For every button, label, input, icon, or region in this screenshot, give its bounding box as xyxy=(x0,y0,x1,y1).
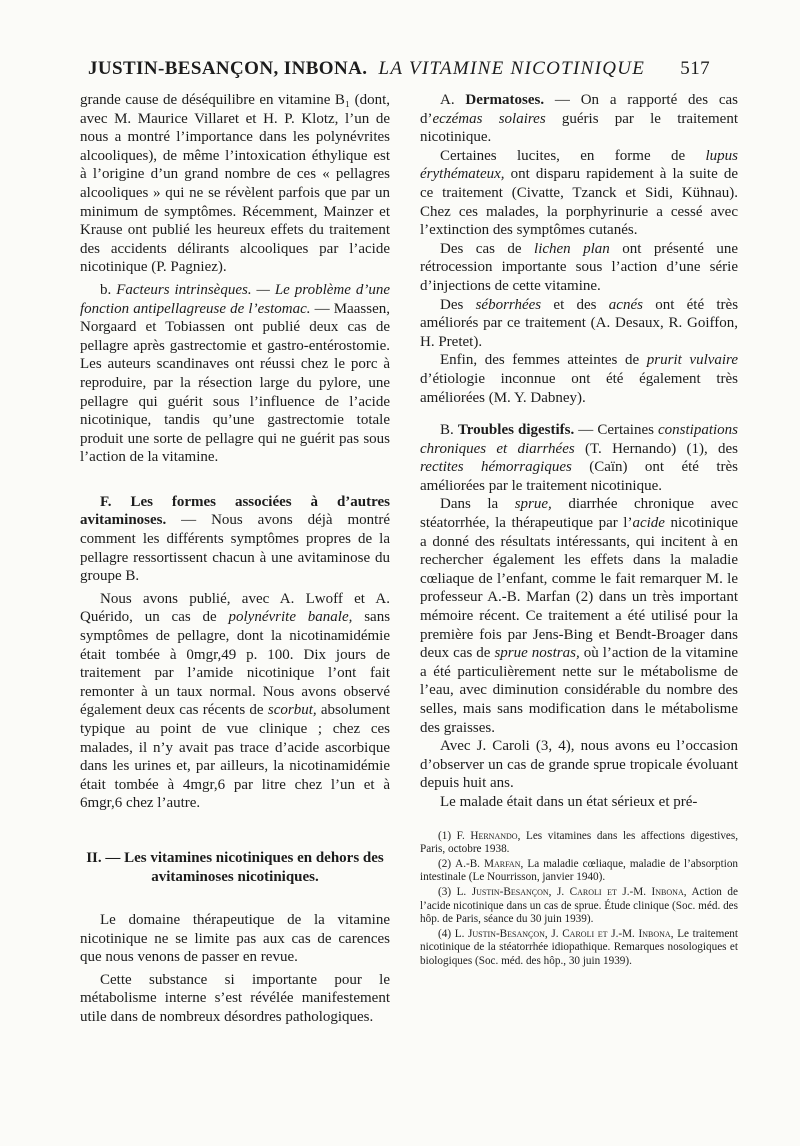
text-run: Enfin, des femmes atteintes de xyxy=(440,352,640,369)
emphasis: rectites hémorragiques xyxy=(420,459,572,476)
paragraph-substance: Cette substance si importante pour le métabolisme interne s’est révélée manifestement utile dans de nombreux désordres pathologiques. xyxy=(80,971,390,1025)
text-run: d’étiologie inconnue ont été également très améliorées (M. Y. Dabney). xyxy=(420,370,738,406)
subsection-label: B. xyxy=(440,422,454,439)
text-run: Des xyxy=(440,296,464,313)
header-authors: JUSTIN-BESANÇON, INBONA. xyxy=(88,58,368,79)
footnote-number: (1) xyxy=(438,829,452,842)
emphasis: scorbut, xyxy=(267,702,317,719)
emphasis: lichen plan xyxy=(534,240,610,257)
section-ii-heading: II. — Les vitamines nicotiniques en dehors des avitaminoses nicotiniques. xyxy=(86,849,384,885)
paragraph-malade: Le malade était dans un état sérieux et pré- xyxy=(440,793,698,810)
paragraph-lichen xyxy=(420,240,738,296)
text-run: et des xyxy=(553,296,597,313)
paragraph-sprue xyxy=(420,495,738,737)
text-run: Des cas de xyxy=(440,240,522,257)
footnote-number: (3) xyxy=(438,885,452,898)
section-f-text: — Nous avons déjà montré comment les différents symptômes propres de la pellagre ressortissent chacun à une avitaminose du groupe B. xyxy=(80,512,390,585)
text-run: où l’action de la vitamine a été particulièrement nette sur le métabolisme de l’eau, avec diminution considérable du nombre des selles, mais sans modification dans le métabolisme des graisses. xyxy=(420,645,739,736)
footnotes xyxy=(420,830,738,969)
header-title: LA VITAMINE NICOTINIQUE xyxy=(378,58,646,79)
text-run: — On a rapporté des cas d’ xyxy=(420,92,738,127)
footnote-author: L. Justin-Besançon, J. Caroli et J.-M. Inbona, xyxy=(454,927,674,940)
emphasis: acide xyxy=(632,515,665,532)
page-number: 517 xyxy=(680,58,710,79)
left-column xyxy=(80,91,390,1027)
paragraph-prurit xyxy=(420,351,738,407)
emphasis: séborrhées xyxy=(475,296,542,313)
paragraph-dermatoses xyxy=(420,91,738,147)
footnote-author: A.-B. Marfan, xyxy=(455,857,524,870)
subsection-label: b. xyxy=(100,281,112,298)
text-run: diarrhée chronique avec stéatorrhée, la thérapeutique par l’ xyxy=(420,496,738,532)
running-header xyxy=(88,58,710,88)
footnote xyxy=(420,886,738,927)
text-run: sans symptômes de pellagre, dont la nicotinamidémie était tombée à 0mgr,49 p. 100. Dix jours de traitement par l’amide nicotinique l’ont fait remonter à un taux normal. Nous avons observé également deux cas récents de xyxy=(80,609,391,719)
subsection-title: Facteurs intrinsèques. — Le problème d’une fonction antipellagreuse de l’estomac. xyxy=(80,281,390,317)
paragraph-querido xyxy=(80,590,390,813)
footnote-text: Action de l’acide nicotinique dans un cas de sprue. Étude clinique (Soc. méd. des hôp. de Paris, séance du 30 juin 1939). xyxy=(420,885,738,926)
text-run: ont été très améliorés par ce traitement (A. Desaux, R. Goiffon, H. Pretet). xyxy=(420,296,739,350)
text-run: absolument typique au point de vue clinique ; chez ces malades, il n’y avait pas trace d’acide ascorbique dans les urines et, par ailleurs, la nicotinamidémie était tombée à 4mgr,6 par litre chez l’un et à 6mgr,6 chez l’autre. xyxy=(80,702,391,812)
footnote-text: La maladie cœliaque, maladie de l’absorption intestinale (Le Nourrisson, janvier 1940). xyxy=(420,857,739,884)
subsection-title: Dermatoses. xyxy=(465,92,545,108)
emphasis: sprue, xyxy=(514,496,552,513)
text-run: nicotinique a donné des résultats intéressants, qui incitent à en rechercher également les effets dans la maladie cœliaque de l’enfant, comme le fait remarquer M. le professeur A.-B. Marfan (2) dans un très important mémoire récent. Ce traitement a été utilisé pour la première fois par Jens-Bing et Bendt-Broager dans deux cas de xyxy=(420,515,739,662)
text-run: Nous avons publié, avec A. Lwoff et A. Quérido, un cas de xyxy=(80,590,390,626)
emphasis: lupus érythémateux, xyxy=(420,147,738,183)
paragraph-domaine: Le domaine thérapeutique de la vitamine nicotinique ne se limite pas aux cas de carences que nous venons de passer en revue. xyxy=(80,911,390,966)
text-run: Dans la xyxy=(440,496,499,513)
text-run: Certaines lucites, en forme de xyxy=(440,147,686,164)
text-run: ont présenté une rétrocession importante sous l’action d’une série d’injections de cette vitamine. xyxy=(420,240,738,294)
footnote-author: F. Hernando, xyxy=(456,829,521,842)
footnote-number: (4) xyxy=(438,927,452,940)
paragraph-troubles-digestifs xyxy=(420,421,738,495)
paragraph-formes-associees xyxy=(80,493,390,586)
right-column xyxy=(420,91,738,970)
footnote xyxy=(420,858,738,885)
paragraph-caroli: Avec J. Caroli (3, 4), nous avons eu l’occasion d’observer un cas de grande sprue tropicale évoluant depuis huit ans. xyxy=(420,738,738,792)
footnote-number: (2) xyxy=(438,857,452,870)
footnote-text: Le traitement nicotinique de la stéatorrhée idiopathique. Remarques nosologiques et biologiques (Soc. méd. des hôp., 30 juin 1939). xyxy=(420,927,739,967)
emphasis: constipations chroniques et diarrhées xyxy=(420,422,739,457)
footnote-author: L. Justin-Besançon, J. Caroli et J.-M. Inbona, xyxy=(456,885,687,898)
emphasis: prurit vulvaire xyxy=(646,352,738,369)
paragraph-facteurs-intrinseques xyxy=(80,281,390,467)
text-run: (T. Hernando) (1), des xyxy=(585,440,739,457)
emphasis: acnés xyxy=(608,296,643,313)
text-run: ont disparu rapidement à la suite de ce traitement (Civatte, Tzanck et Sidi, Kühnau). Chez ces malades, la porphyrinurie a cessé avec l’extinction des symptômes cutanés. xyxy=(420,166,738,239)
emphasis: polynévrite banale, xyxy=(228,609,353,626)
footnote xyxy=(420,830,738,857)
text-run: — Certaines xyxy=(578,422,654,439)
text-run: (Caïn) ont été très améliorées par le traitement nicotinique. xyxy=(420,459,738,494)
emphasis: sprue nostras, xyxy=(494,645,580,662)
paragraph-alcohol: grande cause de déséquilibre en vitamine B₁ (dont, avec M. Maurice Villaret et H. P. Klotz, l’un de nous a montré l’importance dans les polynévrites alcooliques), de même l’intoxication éthylique est à l’origine d’un grand nombre de ces « pellagres alcooliques » qui ne se révèlent parfois que par un minimum de symptômes. Récemment, Mainzer et Krause ont publié les heureux effets du traitement des accidents délirants alcooliques par l’acide nicotinique (P. Pagniez). xyxy=(80,92,390,276)
subsection-label: A. xyxy=(440,92,455,108)
emphasis: eczémas solaires xyxy=(432,110,546,127)
paragraph-lucites xyxy=(420,147,738,240)
footnote-text: Les vitamines dans les affections digestives, Paris, octobre 1938. xyxy=(420,829,739,856)
text-run: guéris par le traitement nicotinique. xyxy=(420,110,738,146)
section-f-title: F. Les formes associées à d’autres avitaminoses. xyxy=(80,493,390,529)
subsection-text: — Maassen, Norgaard et Tobiassen ont publié deux cas de pellagre après gastrectomie et gastro-entérostomie. Les auteurs scandinaves ont réussi chez le porc à reproduire, par la résection large du pylore, une pellagre qui guérit sous l’influence de l’acide nicotinique, tandis qu’une gastrectomie totale produit une sorte de pellagre qui ne guérit pas sous l’action de la vitamine. xyxy=(80,300,390,466)
footnote xyxy=(420,928,738,969)
paragraph-seborrhees xyxy=(420,296,738,352)
subsection-title: Troubles digestifs. xyxy=(457,422,575,439)
